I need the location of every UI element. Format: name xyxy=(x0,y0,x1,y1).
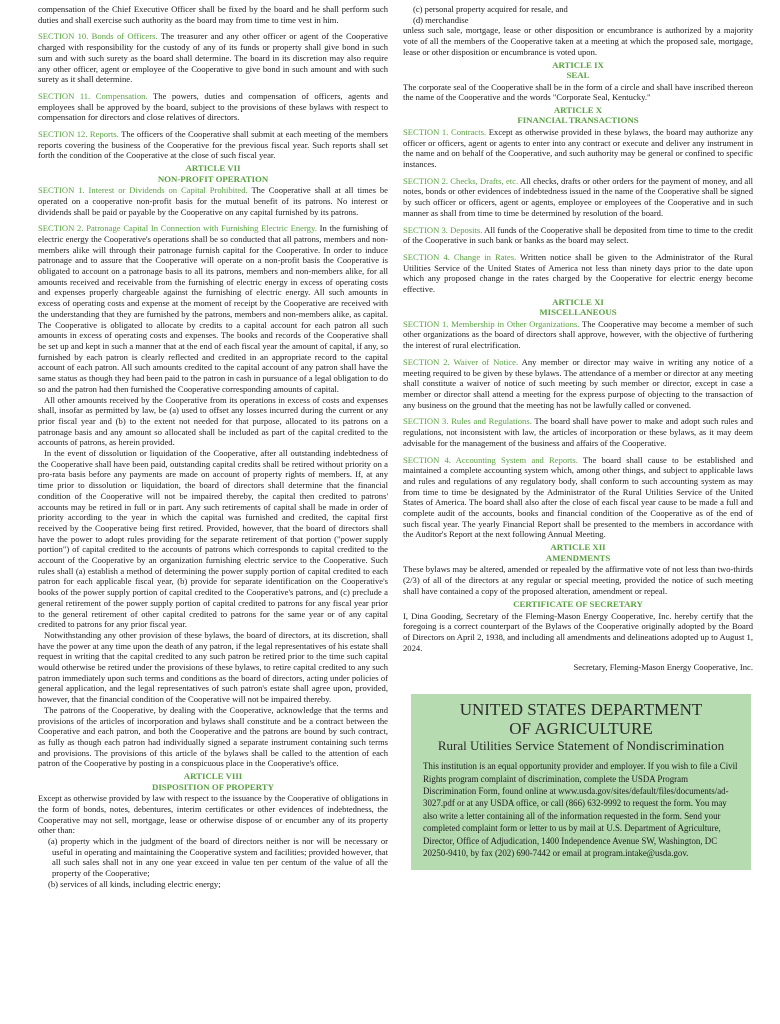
section-text: The Cooperative shall at all times be operated on a cooperative non-profit basis for the mutual benefit of its patrons. No interest or dividends shall be paid or payable by the Cooperative on any capital furnished by its patrons. xyxy=(38,185,388,217)
article-7-section-2 xyxy=(38,223,388,769)
section-heading: SECTION 2. Patronage Capital In Connection with Furnishing Electric Energy. xyxy=(38,223,317,234)
article-10-title: ARTICLE X xyxy=(553,104,603,115)
usda-statement-text: This institution is an equal opportunity provider and employer. If you wish to file a Civil Rights program complaint of discrimination, complete the USDA Program Discrimination Form, found online at www.usda.gov/sites/default/files/documents/ad-3027.pdf or at any USDA office, or call (866) 632-9992 to request the form. You may also write a letter containing all of the information requested in the form. Send your completed complaint form or letter to us by mail at U.S. Department of Agriculture, Director, Office of Adjudication, 1400 Independence Avenue SW, Washington, DC 20250-9410, by fax (202) 690-7442 or email at program.intake@usda.gov. xyxy=(423,761,738,859)
article-11-title: ARTICLE XI xyxy=(552,296,604,307)
section-heading: SECTION 2. Checks, Drafts, etc. xyxy=(403,175,519,186)
section-text: In the furnishing of electric energy the Cooperative's operations shall be so conducted that all patrons, members and non-members alike will through their patronage furnish capital for the Cooperative. In order to induce patronage and to assure that the Cooperative will operate on a non-profit basis the Cooperative is obligated to account on a patronage basis to all its patrons, members and non-members alike, for all amounts received and receivable from the furnishing of electric energy in excess of operating costs and expenses properly chargeable against the furnishing of electric energy. All such amounts in excess of operating costs and expense at the moment of receipt by the Cooperative are received with the understanding that they are furnished by the patrons, members and non-members alike, as capital. The Cooperative is obligated to allocate by credits to a capital account for each patron all such amounts in excess of operating costs and expenses. The books and records of the Cooperative shall be set up and kept in such a manner that at the end of each fiscal year the amount of capital, if any, so furnished by each patron is clearly reflected and credited in an appropriate record to the capital account of each patron. All such amounts credited to the capital account of any patron shall have the same status as though they had been paid to the patron in cash in pursuance of a legal obligation to do so and the patron had then furnished the Cooperative corresponding amounts of capital. xyxy=(38,223,388,394)
usda-title-line-2: OF AGRICULTURE xyxy=(509,719,653,739)
article-11-section-4 xyxy=(403,455,753,541)
section-text: The treasurer and any other officer or agent of the Cooperative charged with responsibility for the custody of any of its funds or property shall give bond in such sum and with such surety as the board shall determine. The board in its discretion may also require any other officer, agent or employee of the Cooperative to give bond in such amount and with such surety as it shall determine. xyxy=(38,31,388,85)
section-text: All checks, drafts or other orders for the payment of money, and all notes, bonds or other evidences of indebtedness issued in the name of the Cooperative shall be signed by such officer or officers, agent or agents, employee or employees of the Cooperative and in such manner as shall from time to time be determined by resolution of the board. xyxy=(403,175,753,218)
section-text: Any member or director may waive in writing any notice of a meeting required to be given by these bylaws. The attendance of a member or director at any meeting shall constitute a waiver of notice of such meeting by such member or director, except in case a member or director shall attend a meeting for the express purpose of objecting to the transaction of any business on the ground that the meeting has not be lawfully called or convened. xyxy=(403,356,753,410)
section-text: All funds of the Cooperative shall be deposited from time to time to the credit of the Cooperative in such bank or banks as the board may select. xyxy=(403,224,753,246)
article-10-section-3 xyxy=(403,225,753,246)
section-text: The powers, duties and compensation of officers, agents and employees shall be approved by the board, subject to the provisions of these bylaws with respect to compensation for directors and close relatives of directors. xyxy=(38,90,388,123)
right-column xyxy=(403,4,753,889)
article-11-subtitle: MISCELLANEOUS xyxy=(539,307,617,318)
article-9-title: ARTICLE IX xyxy=(552,59,604,70)
section-heading: SECTION 2. Waiver of Notice. xyxy=(403,356,519,367)
section-11-compensation xyxy=(38,91,388,123)
disposition-list-continued xyxy=(403,4,753,25)
certificate-title: CERTIFICATE OF SECRETARY xyxy=(513,599,643,610)
article-12-subtitle: AMENDMENTS xyxy=(545,552,611,563)
list-item-c: (c) personal property acquired for resale, and xyxy=(413,4,568,14)
section-12-reports xyxy=(38,129,388,161)
usda-subtitle: Rural Utilities Service Statement of Nondiscrimination xyxy=(437,738,725,754)
section-2-paragraph-1 xyxy=(38,223,388,394)
section-heading: SECTION 12. Reports. xyxy=(38,129,119,140)
left-column xyxy=(38,4,388,889)
article-7-subtitle: NON-PROFIT OPERATION xyxy=(157,173,269,184)
article-10-section-1 xyxy=(403,127,753,170)
section-2-paragraph-2: All other amounts received by the Cooperative from its operations in excess of costs and expenses shall, insofar as permitted by law, be (a) used to offset any losses incurred during the current or any prior fiscal year and (b) to the extent not needed for that purpose, allocated to its patrons on a patronage basis and any amount so allocated shall be included as part of the capital credited to the accounts of patrons, as herein provided. xyxy=(38,394,388,448)
section-heading: SECTION 1. Membership in Other Organizations. xyxy=(403,318,580,329)
section-2-paragraph-5: The patrons of the Cooperative, by dealing with the Cooperative, acknowledge that the terms and provisions of the articles of incorporation and bylaws shall constitute and be a contract between the Cooperative and each patron, and both the Cooperative and the patrons are bound by such contract, as fully as though each patron had individually signed a separate instrument containing such terms and provisions. The provisions of this article of the bylaws shall be called to the attention of each patron of the Cooperative by posting in a conspicuous place in the Cooperative's office. xyxy=(38,704,388,769)
article-9-subtitle: SEAL xyxy=(566,70,590,81)
section-text: Except as otherwise provided in these bylaws, the board may authorize any officer or officers, agent or agents to enter into any contract or execute and deliver any instrument in the name and on behalf of the Cooperative, and such authority may be general or confined to specific instances. xyxy=(403,126,753,170)
article-10-section-4 xyxy=(403,252,753,295)
list-item-a: (a) property which in the judgment of the board of directors neither is nor will be necessary or useful in operating and maintaining the Cooperative system and facilities; provided however, that all such sales shall not in any one year exceed in value ten per centum of the value of all the property of the Cooperative; xyxy=(48,835,388,879)
section-heading: SECTION 10. Bonds of Officers. xyxy=(38,31,158,42)
section-2-paragraph-4: Notwithstanding any other provision of these bylaws, the board of directors, at its discretion, shall have the power at any time upon the death of any patron, if the legal representatives of his estate shall request in writing that the capital credited to any such patron be retired prior to the time such capital would otherwise be retired under the provisions of these bylaws, to retire capital credited to any such patron immediately upon such terms and conditions as the board of directors, acting under policies of general application, and the legal representatives of such patron's estate shall agree upon, provided, however, that the financial condition of the Cooperative will not be impaired thereby. xyxy=(38,629,388,705)
intro-paragraph: compensation of the Chief Executive Officer shall be fixed by the board and he shall perform such duties and shall exercise such authority as the board may from time to time vest in him. xyxy=(38,4,388,25)
two-column-layout xyxy=(38,4,754,889)
section-2-paragraph-3: In the event of dissolution or liquidation of the Cooperative, after all outstanding indebtedness of the Cooperative shall have been paid, outstanding capital credits shall be retired without priority on a pro-rata basis before any payments are made on account of property rights of members. If, at any time prior to dissolution or liquidation, the board of directors shall determine that the financial condition of the Cooperative will not be impaired thereby, the capital then credited to patrons' accounts may be retired in full or in part. Any such retirements of capital shall be made in order of priority according to the year in which the capital was furnished and credited, the capital first received by the Cooperative being first retired. Provided, however, that the board of directors shall have the power to adopt rules providing for the separate retirement of that portion ("power supply portion") of capital credited to the accounts of patrons which corresponds to capital credited to the account of the Cooperative by an organization furnishing electric service to the Cooperative. Such rules shall (a) establish a method of determining the power supply portion of capital credited to each patron for each applicable fiscal year, (b) provide for separate identification on the Cooperative's books of the power supply portion of capital credited to the Cooperative's patrons, and (c) preclude a general retirement of the power supply portion of capital credited to patrons for any fiscal year prior to the general retirement of other capital credited to patrons for the same year or of any capital credited to patrons for any prior fiscal year. xyxy=(38,448,388,630)
article-8-text: Except as otherwise provided by law with respect to the issuance by the Cooperative of obligations in the form of bonds, notes, debentures, interim certificates or other evidences of indebtedness, the Cooperative may not sell, mortgage, lease or otherwise dispose of or encumber any of its property other than: xyxy=(38,793,388,836)
section-heading: SECTION 1. Interest or Dividends on Capital Prohibited. xyxy=(38,185,248,196)
section-text: The board shall cause to be established and maintained a complete accounting system which, among other things, and subject to applicable laws and rules and regulations of any regulatory body, shall conform to such accounting system as may from time to time be designated by the Administrator of the Rural Utilities Service of the United States of America. The board shall also after the close of each fiscal year cause to be made a full and complete audit of the accounts, books and financial condition of the Cooperative as of the end of such fiscal year. The yearly Financial Report shall be presented to the members in accordance with the Auditor's Report at the next following Annual Meeting. xyxy=(403,454,753,540)
article-9-text: The corporate seal of the Cooperative shall be in the form of a circle and shall have inscribed thereon the name of the Cooperative and the words "Corporate Seal, Kentucky." xyxy=(403,81,753,103)
article-10-subtitle: FINANCIAL TRANSACTIONS xyxy=(517,115,639,126)
section-heading: SECTION 3. Rules and Regulations. xyxy=(403,416,532,427)
section-text: The board shall have power to make and adopt such rules and regulations, not inconsistent with law, the articles of incorporation or these bylaws, as it may deem advisable for the management of the business and affairs of the Cooperative. xyxy=(403,416,753,448)
article-11-section-1 xyxy=(403,319,753,351)
article-8-subtitle: DISPOSITION OF PROPERTY xyxy=(151,781,275,792)
section-heading: SECTION 1. Contracts. xyxy=(403,126,487,137)
article-7-section-1 xyxy=(38,185,388,217)
article-11-section-3 xyxy=(403,416,753,448)
article-11-section-2 xyxy=(403,357,753,411)
section-heading: SECTION 3. Deposits. xyxy=(403,224,483,235)
section-text: The officers of the Cooperative shall submit at each meeting of the members reports covering the business of the Cooperative for the previous fiscal year. Such reports shall set forth the condition of the Cooperative at the close of such fiscal year. xyxy=(38,129,388,161)
list-item-d: (d) merchandise xyxy=(413,14,469,25)
section-heading: SECTION 11. Compensation. xyxy=(38,90,148,101)
section-heading: SECTION 4. Accounting System and Reports. xyxy=(403,454,578,465)
disposition-continued-text: unless such sale, mortgage, lease or other disposition or encumbrance is authorized by a majority vote of all the members of the Cooperative taken at a meeting at which the proposed sale, mortgage, lease or other disposition or encumbrance is voted upon. xyxy=(403,25,753,57)
article-7-title: ARTICLE VII xyxy=(185,163,241,174)
section-text: Written notice shall be given to the Administrator of the Rural Utilities Service of the United States of America not less than ninety days prior to the date upon which any proposed change in the rates charged by the Cooperative for electric energy become effective. xyxy=(403,251,753,295)
usda-nondiscrimination-box xyxy=(411,694,751,869)
section-heading: SECTION 4. Change in Rates. xyxy=(403,251,517,262)
article-12-text: These bylaws may be altered, amended or repealed by the affirmative vote of not less than two-thirds (2/3) of all of the directors at any regular or special meeting, provided the notice of such meeting shall have contained a copy of the proposed alteration, amendment or repeal. xyxy=(403,564,753,596)
list-item-b: (b) services of all kinds, including electric energy; xyxy=(48,878,221,889)
article-10-section-2 xyxy=(403,176,753,219)
disposition-list xyxy=(38,836,388,890)
secretary-signature-line: Secretary, Fleming-Mason Energy Cooperative, Inc. xyxy=(573,661,753,672)
section-10-bonds-of-officers xyxy=(38,31,388,85)
article-12-title: ARTICLE XII xyxy=(550,542,606,553)
article-8-title: ARTICLE VIII xyxy=(183,771,243,782)
usda-title-line-1: UNITED STATES DEPARTMENT xyxy=(459,700,703,720)
section-text: The Cooperative may become a member of such other organizations as the board of directors shall approve, however, with the objective of furthering the interest of rural electrification. xyxy=(403,318,753,351)
certificate-text: I, Dina Gooding, Secretary of the Fleming-Mason Energy Cooperative, Inc. hereby certify that the foregoing is a correct counterpart of the Bylaws of the Cooperative originally adopted by the Board of Directors on April 2, 1938, and including all amendments and delineations adopted up to August 1, 2024. xyxy=(403,610,753,653)
